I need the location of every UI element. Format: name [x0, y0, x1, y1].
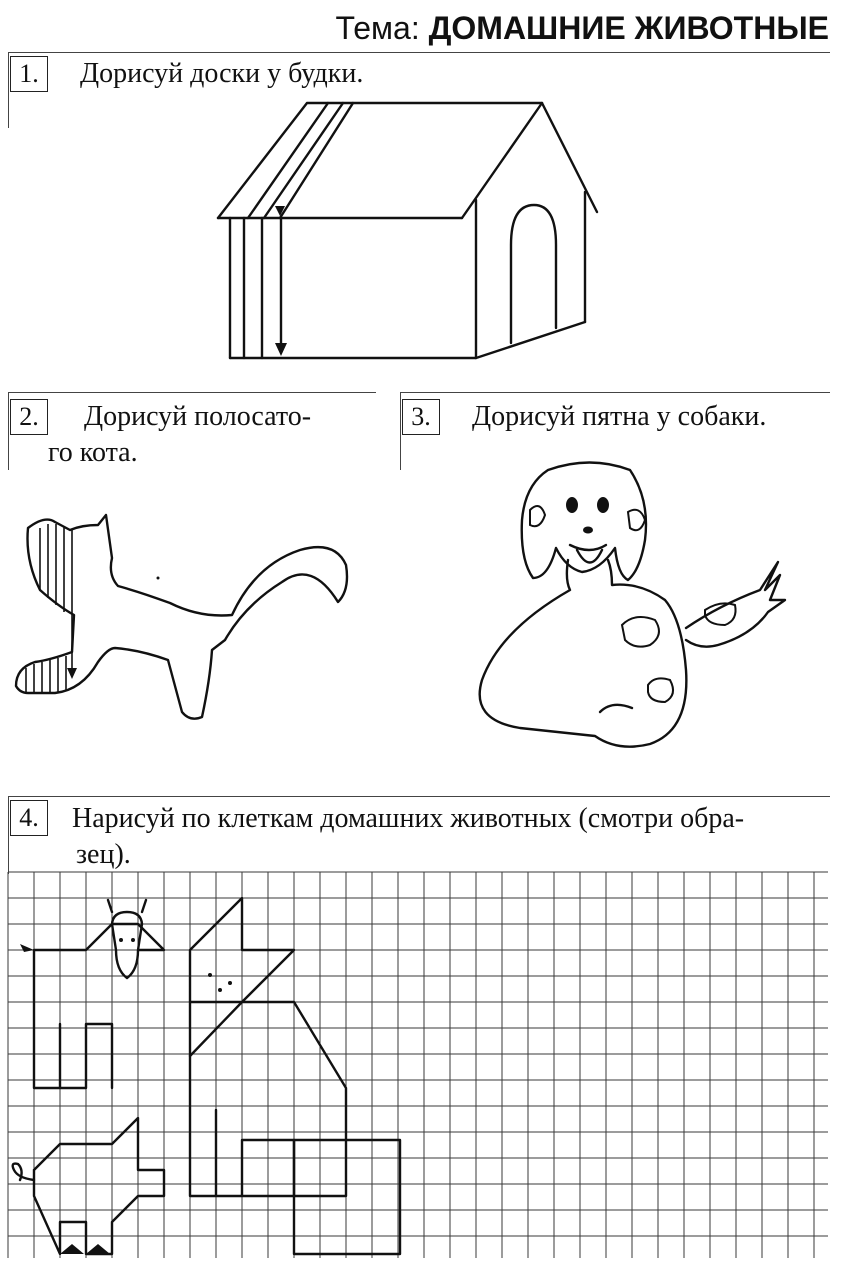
task2-text-line2: го кота.	[48, 437, 138, 468]
task2-text-line1: Дорисуй полосато-	[84, 401, 312, 432]
task3-number: 3.	[402, 399, 440, 435]
task4-text-line1: Нарисуй по клеткам домашних животных (смотри обра-	[72, 803, 745, 834]
task1-number: 1.	[10, 56, 48, 92]
task4-text-line2: зец).	[76, 839, 131, 870]
task2-number: 2.	[10, 399, 48, 435]
title-prefix: Тема:	[335, 10, 420, 46]
task4-number: 4.	[10, 800, 48, 836]
title-topic: ДОМАШНИЕ ЖИВОТНЫЕ	[428, 10, 829, 46]
task3-text: Дорисуй пятна у собаки.	[472, 401, 767, 432]
task1-text: Дорисуй доски у будки.	[80, 58, 364, 89]
